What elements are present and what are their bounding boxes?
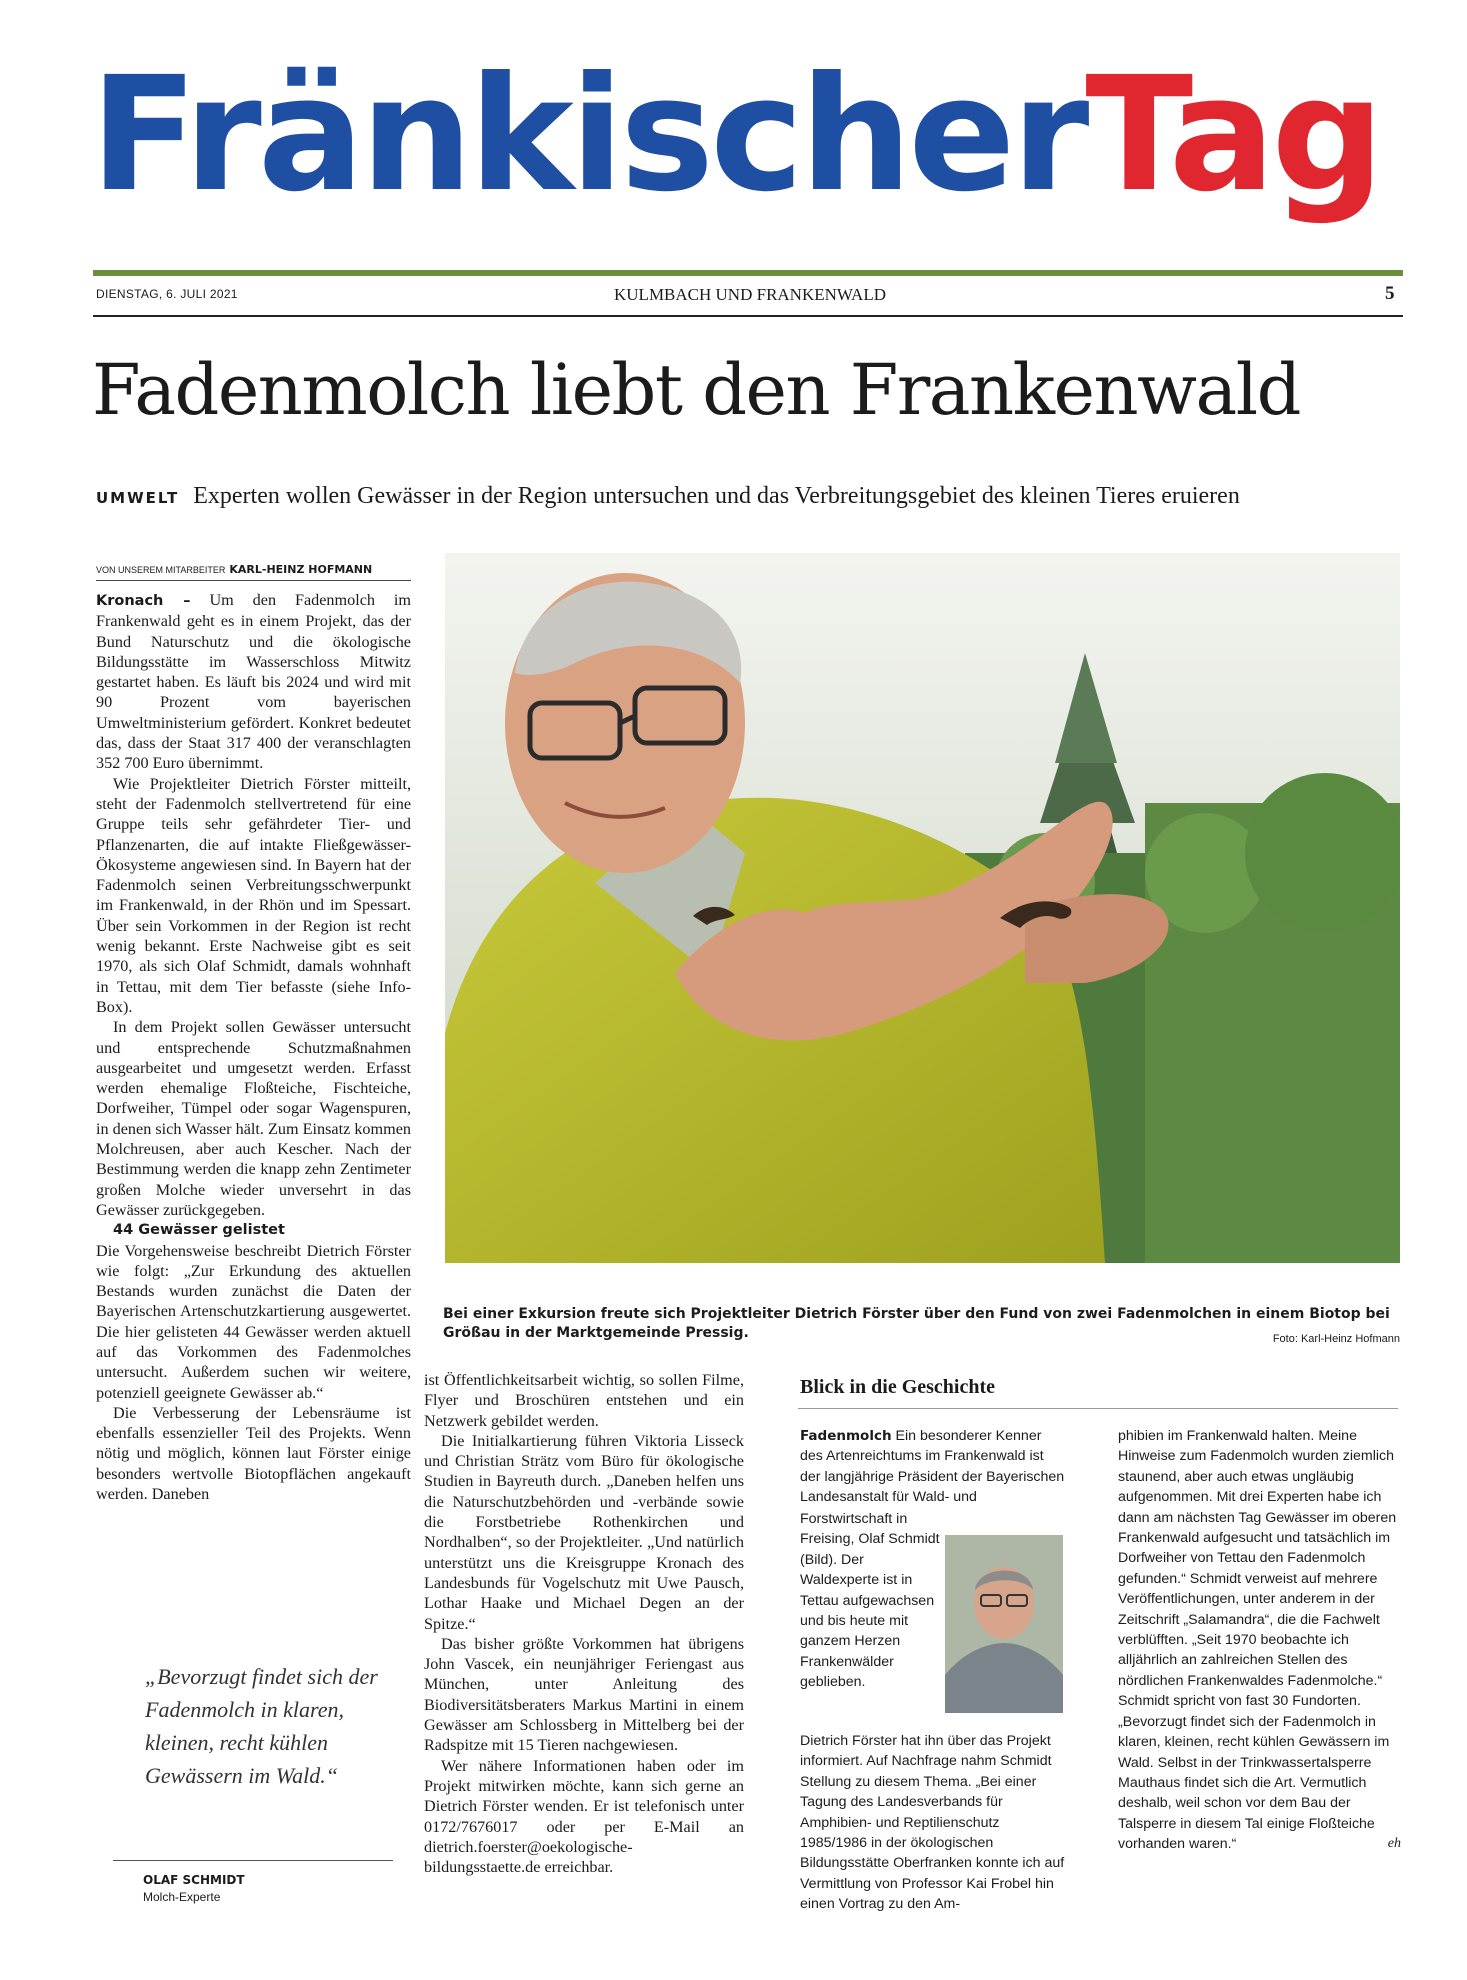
article-photo — [445, 553, 1400, 1263]
logo-part-1: Fränkischer — [90, 43, 1086, 227]
newspaper-logo — [90, 35, 1410, 255]
photo-caption: Bei einer Exkursion freute sich Projektleiter Dietrich Förster über den Fund von zwei Fadenmolchen in einem Biotop bei Größau in der Marktgemeinde Pressig. — [443, 1306, 1390, 1341]
infobox-lead: Fadenmolch — [800, 1428, 892, 1444]
logo-part-2: Tag — [1085, 43, 1381, 227]
infobox-column-2: phibien im Frankenwald halten. Meine Hinweise zum Fadenmolch wurden ziemlich staunend, aber auch etwas ungläubig aufgenommen. Mit drei Experten habe ich dann am nächsten Tag Gewässer im oberen Frankenwald aufgesucht und tatsächlich im Dorfweiher von Tettau den Fadenmolch gefunden.“ Schmidt verweist auf mehrere Veröffentlichungen, unter anderem in der Zeitschrift „Salamandra“, die die Fachwelt verblüfften. „Seit 1970 beobachte ich alljährlich an zahlreichen Stellen des nördlichen Frankenwaldes Fadenmolche.“ Schmidt spricht von fast 30 Fundorten. „Bevorzugt findet sich der Fadenmolch in klaren, kleinen, recht kühlen Gewässern im Wald. Selbst in der Trinkwassertalsperre Mauthaus findet sich die Art. Vermutlich deshalb, weil schon vor dem Bau der Talsperre in diesem Tal einige Floßteiche vorhanden waren.“ eh — [1118, 1426, 1401, 1855]
section-title: KULMBACH UND FRANKENWALD — [614, 285, 886, 304]
quote-author-role: Molch-Experte — [143, 1890, 221, 1904]
topic-kicker: UMWELT — [96, 489, 180, 507]
subheadline-text: Experten wollen Gewässer in der Region untersuchen und das Verbreitungsgebiet des kleinen Tieres eruieren — [193, 483, 1240, 509]
infobox-rule — [798, 1408, 1398, 1409]
article-paragraph: ist Öffentlichkeitsarbeit wichtig, so sollen Filme, Flyer und Broschüren entstehen und ein Netzwerk gebildet werden. — [424, 1371, 744, 1430]
issue-date: DIENSTAG, 6. JULI 2021 — [96, 287, 238, 301]
article-paragraph: In dem Projekt sollen Gewässer untersucht und entsprechende Schutzmaßnahmen ausgearbeitet und umgesetzt werden. Erfasst werden ehemalige Floßteiche, Fischteiche, Dorfweiher, Tümpel oder sogar Wagenspuren, in denen sich Wasser hält. Zum Einsatz kommen Molchreusen, aber auch Kescher. Nach der Bestimmung werden die knapp zehn Zentimeter großen Molche wieder unversehrt in das Gewässer zurückgegeben. — [96, 1018, 411, 1219]
article-paragraph: Die Initialkartierung führen Viktoria Lisseck und Christian Strätz vom Büro für ökologische Studien in Bayreuth durch. „Daneben helfen uns die Naturschutzbehörden und -verbände sowie die Forstbetriebe Rothenkirchen und Nordhalben“, so der Projektleiter. „Und natürlich unterstützt uns die Kreisgruppe Kronach des Landesbunds für Vogelschutz mit Uwe Pausch, Lothar Haake und Michael Degen an der Spitze.“ — [424, 1431, 744, 1633]
article-paragraph: Kronach – Um den Fadenmolch im Frankenwald geht es in einem Projekt, das der Bund Naturschutz und die ökologische Bildungsstätte im Wasserschloss Mitwitz gestartet haben. Es läuft bis 2024 und wird mit 90 Prozent vom bayerischen Umweltministerium gefördert. Konkret bedeutet das, dass der Staat 317 400 der veranschlagten 352 700 Euro übernimmt. — [96, 591, 411, 773]
article-paragraph: Wer nähere Informationen haben oder im Projekt mitwirken möchte, kann sich gerne an Dietrich Förster wenden. Er ist telefonisch unter 0172/7676017 oder per E-Mail an dietrich.foerster@oekologische-bildungsstaette.de erreichbar. — [424, 1756, 744, 1877]
portrait-illustration — [945, 1535, 1063, 1713]
infobox-intro: Fadenmolch Ein besonderer Kenner des Artenreichtums im Frankenwald ist der langjährige Präsident der Bayerischen Landesanstalt für Wald- und — [800, 1428, 1065, 1506]
author-name: KARL-HEINZ HOFMANN — [229, 563, 373, 576]
byline — [96, 563, 411, 581]
article-paragraph: Wie Projektleiter Dietrich Förster mitteilt, steht der Fadenmolch stellvertretend für eine Gruppe teils sehr gefährdeter Tier- und Pflanzenarten, die auf intakte Fließgewässer-Ökosysteme angewiesen sind. In Bayern hat der Fadenmolch seinen Verbreitungsschwerpunkt im Frankenwald, in der Rhön und im Spessart. Über sein Vorkommen in der Region ist recht wenig bekannt. Erste Nachweise gibt es seit 1970, als sich Olaf Schmidt, damals wohnhaft in Tettau, mit dem Tier befasste (siehe Info-Box). — [96, 774, 411, 1016]
infobox-text-continued: Dietrich Förster hat ihn über das Projekt informiert. Auf Nachfrage nahm Schmidt Stellung zu diesem Thema. „Bei einer Tagung des Landesverbands für Amphibien- und Reptilienschutz 1985/1986 in der ökologischen Bildungsstätte Oberfranken konnte ich auf Vermittlung von Professor Kai Frobel hin einen Vortrag zu den Am- — [800, 1733, 1065, 1913]
infobox-text-narrow: Forstwirtschaft in Freising, Olaf Schmidt (Bild). Der Waldexperte ist in Tettau aufgewachsen und bis heute mit ganzem Herzen Frankenwälder geblieben. — [800, 1511, 940, 1691]
article-paragraph: Die Vorgehensweise beschreibt Dietrich Förster wie folgt: „Zur Erkundung des aktuellen Bestands wurden zunächst die Daten der Bayerischen Artenschutzkartierung ausgewertet. Die hier gelisteten 44 Gewässer werden aktuell auf das Vorkommen des Fadenmolches untersucht. Außerdem suchen wir weitere, potenziell geeignete Gewässer ab.“ — [96, 1241, 411, 1402]
author-initials: eh — [1387, 1836, 1401, 1852]
portrait-photo — [945, 1535, 1063, 1713]
header-rule — [93, 270, 1403, 276]
header-divider — [93, 315, 1403, 317]
infobox-title: Blick in die Geschichte — [800, 1376, 995, 1398]
dateline-place: Kronach – — [96, 593, 191, 609]
article-subheading: 44 Gewässer gelistet — [113, 1222, 285, 1239]
article-paragraph: Das bisher größte Vorkommen hat übrigens John Vascek, ein neunjähriger Feriengast aus München, unter Anleitung des Biodiversitätsberaters Markus Martini in einem Gewässer am Schlossberg in Mittelberg bei der Radspitze mit 15 Tieren nachgewiesen. — [424, 1634, 744, 1755]
quote-author: OLAF SCHMIDT — [143, 1873, 245, 1887]
subheadline — [96, 483, 1416, 510]
page-number: 5 — [1385, 283, 1395, 304]
article-column-2 — [424, 1370, 744, 1877]
pull-quote: „Bevorzugt findet sich der Fadenmolch in klaren, kleinen, recht kühlen Gewässern im Wald.“ — [145, 1664, 378, 1788]
photo-credit: Foto: Karl-Heinz Hofmann — [1272, 1333, 1400, 1345]
photo-illustration — [445, 553, 1400, 1263]
headline: Fadenmolch liebt den Frankenwald — [92, 349, 1300, 431]
article-column-1 — [96, 590, 411, 1504]
quote-divider — [113, 1860, 393, 1861]
byline-prefix: VON UNSEREM MITARBEITER — [96, 565, 226, 575]
article-paragraph: Die Verbesserung der Lebensräume ist ebenfalls essenzieller Teil des Projekts. Wenn nötig und möglich, können laut Förster einige besonders wertvolle Biotopflächen angekauft werden. Daneben — [96, 1403, 411, 1504]
